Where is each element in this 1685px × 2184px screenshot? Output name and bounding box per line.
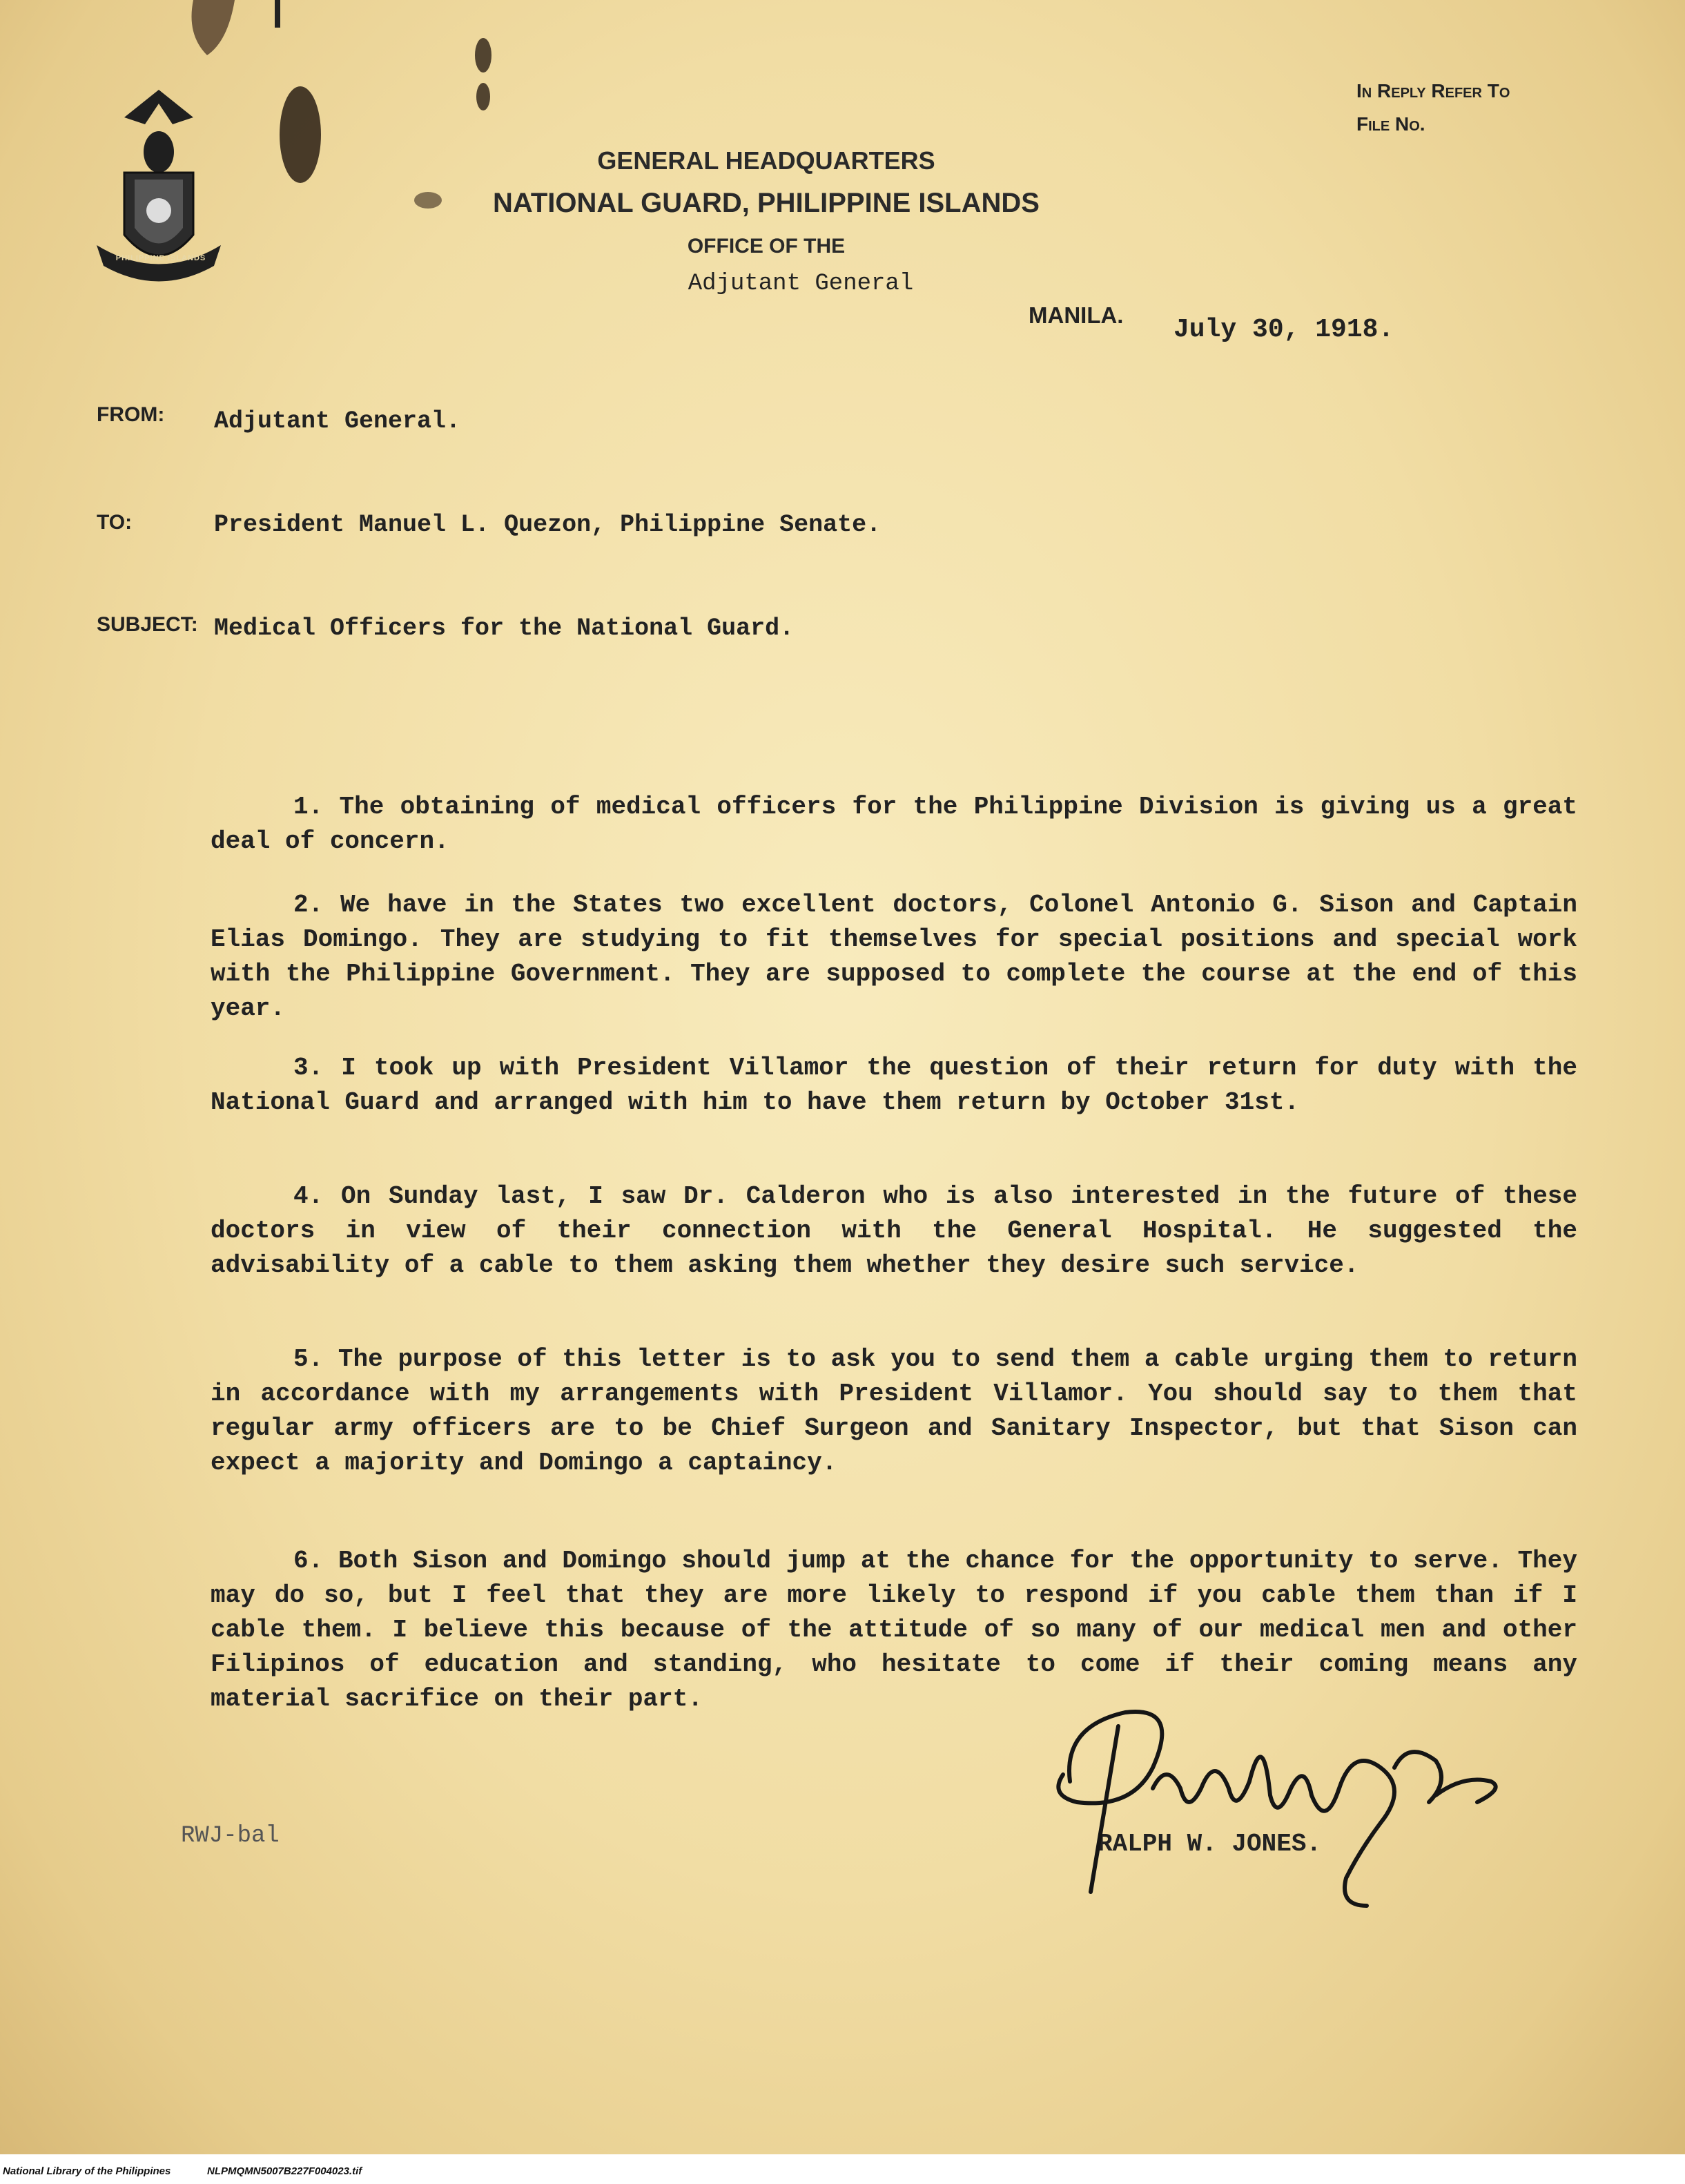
handwritten-signature <box>1022 1685 1519 1933</box>
subject-value: Medical Officers for the National Guard. <box>214 615 795 642</box>
place-manila: MANILA. <box>1029 302 1124 328</box>
paragraph-4: 4. On Sunday last, I saw Dr. Calderon who is also interested in the future of these doctors in view of their connection with the General Hospital. He suggested the advisability of a cable to them asking them whether they desire such service. <box>211 1182 1577 1279</box>
letterhead-line-1: GENERAL HEADQUARTERS <box>597 146 935 175</box>
typed-signature-name: RALPH W. JONES. <box>1098 1830 1322 1858</box>
reply-refer-line-1: In Reply Refer To <box>1356 80 1510 102</box>
paragraph-5: 5. The purpose of this letter is to ask you to send them a cable urging them to return in accordance with my arrangements with President Villamor. You should say to them that regular army officers are to be Chief Surgeon and Sanitary Inspector, but that Sison can expect a majority and Domingo a captaincy. <box>211 1345 1577 1477</box>
letter-date: July 30, 1918. <box>1173 315 1394 345</box>
to-value: President Manuel L. Quezon, Philippine Senate. <box>214 511 882 539</box>
subject-label: SUBJECT: <box>97 613 198 636</box>
letterhead-line-2: NATIONAL GUARD, PHILIPPINE ISLANDS <box>493 188 1040 218</box>
to-label: TO: <box>97 511 133 534</box>
from-value: Adjutant General. <box>214 407 461 435</box>
typist-initials: RWJ-bal <box>181 1823 280 1849</box>
letterhead-line-4: Adjutant General <box>688 271 914 297</box>
national-guard-seal <box>97 76 221 297</box>
paragraph-1: 1. The obtaining of medical officers for the Philippine Division is giving us a great deal of concern. <box>211 793 1577 856</box>
paragraph-3: 3. I took up with President Villamor the question of their return for duty with the National Guard and arranged with him to have them return by October 31st. <box>211 1054 1577 1117</box>
paragraph-6: 6. Both Sison and Domingo should jump at the chance for the opportunity to serve. They may do so, but I feel that they are more likely to respond if you cable them than if I cable them. I believe this because of the attitude of so many of our medical men and other Filipinos of education and standing, who hesitate to come if their coming means any material sacrifice on their part. <box>211 1547 1577 1713</box>
from-label: FROM: <box>97 403 165 426</box>
reply-refer-line-2: File No. <box>1356 113 1425 135</box>
footer-library-name: National Library of the Philippines <box>3 2165 171 2177</box>
paragraph-2: 2. We have in the States two excellent doctors, Colonel Antonio G. Sison and Captain Elias Domingo. They are studying to fit themselves for special positions and special work with the Philippine Government. They are supposed to complete the course at the end of this year. <box>211 891 1577 1023</box>
footer-file-id: NLPMQMN5007B227F004023.tif <box>207 2165 362 2177</box>
letterhead-line-3: OFFICE OF THE <box>687 235 846 258</box>
seal-banner-text: PHILIPPINE ISLANDS <box>115 254 206 262</box>
